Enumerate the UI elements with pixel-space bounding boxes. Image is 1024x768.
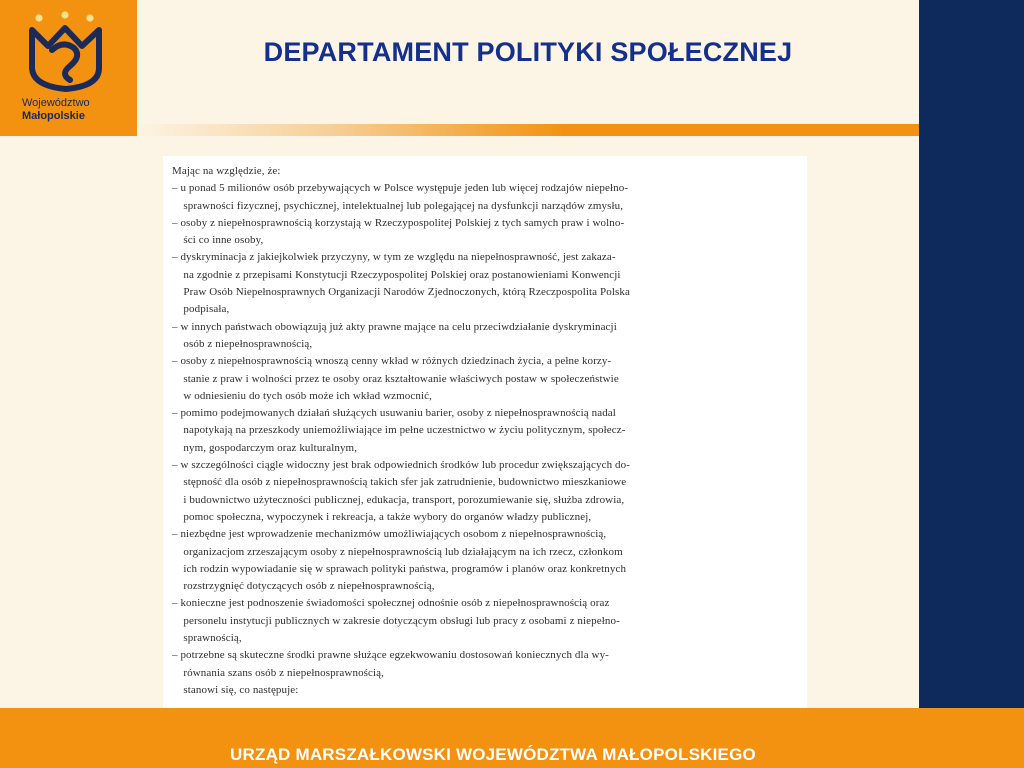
document-line: równania szans osób z niepełnosprawnością, <box>172 666 385 679</box>
footer-bar <box>0 708 1024 768</box>
document-line: personelu instytucji publicznych w zakresie dotyczącym obsługi lub pracy z osobami z niepełno- <box>172 614 620 627</box>
logo-line-1: Województwo <box>22 97 90 109</box>
page-title: DEPARTAMENT POLITYKI SPOŁECZNEJ <box>263 37 793 67</box>
document-line: – u ponad 5 milionów osób przebywających w Polsce występuje jeden lub więcej rodzajów niepełno- <box>172 182 629 195</box>
document-line: sprawnością, <box>172 632 242 645</box>
logo <box>0 0 137 136</box>
document-line: podpisała, <box>172 303 230 316</box>
scanned-document <box>163 156 807 708</box>
document-line: nym, gospodarczym oraz kulturalnym, <box>172 441 358 454</box>
document-line: stępność dla osób z niepełnosprawnością takich sfer jak zatrudnienie, budownictwo mieszkaniowe <box>172 476 627 489</box>
document-line: – w innych państwach obowiązują już akty prawne mające na celu przeciwdziałanie dyskryminacji <box>172 320 617 333</box>
document-line: osób z niepełnosprawnością, <box>172 337 313 350</box>
document-line: na zgodnie z przepisami Konstytucji Rzeczypospolitej Polskiej oraz postanowieniami Konwencji <box>172 268 621 281</box>
navy-side-band <box>919 0 1024 708</box>
document-line: i budownictwo użyteczności publicznej, edukacja, transport, porozumiewanie się, służba zdrowia, <box>172 493 625 506</box>
document-line: Praw Osób Niepełnosprawnych Organizacji Narodów Zjednoczonych, którą Rzeczpospolita Polska <box>172 286 630 299</box>
document-line: w odniesieniu do tych osób może ich wkład wzmocnić, <box>172 389 432 402</box>
document-line: stanowi się, co następuje: <box>172 683 299 696</box>
document-line: – osoby z niepełnosprawnością wnoszą cenny wkład w różnych dziedzinach życia, a pełne korzy- <box>172 355 612 368</box>
document-line: – konieczne jest podnoszenie świadomości społecznej odnośnie osób z niepełnosprawnością oraz <box>172 597 610 610</box>
document-line: – osoby z niepełnosprawnością korzystają w Rzeczypospolitej Polskiej z tych samych praw i wolno- <box>172 216 625 229</box>
document-line: ich rodzin wypowiadanie się w sprawach polityki państwa, programów i planów oraz konkretnych <box>172 562 627 575</box>
document-line: ści co inne osoby, <box>172 234 264 247</box>
document-line: – dyskryminacja z jakiejkolwiek przyczyny, w tym ze względu na niepełnosprawność, jest zakaza- <box>172 251 616 264</box>
document-line: – w szczególności ciągle widoczny jest brak odpowiednich środków lub procedur zwiększających do- <box>172 459 631 472</box>
document-text <box>163 156 807 699</box>
footer-text: URZĄD MARSZAŁKOWSKI WOJEWÓDZTWA MAŁOPOLSKIEGO <box>230 745 756 764</box>
document-line: rozstrzygnięć dotyczących osób z niepełnosprawnością, <box>172 580 435 593</box>
document-line: stanie z praw i wolności przez te osoby oraz kształtowanie właściwych postaw w społeczeństwie <box>172 372 619 385</box>
header-gradient-rule <box>137 124 919 136</box>
document-line: organizacjom zrzeszającym osoby z niepełnosprawnością lub działającym na ich rzecz, członkom <box>172 545 623 558</box>
malopolska-emblem-icon <box>26 6 106 92</box>
document-line: – pomimo podejmowanych działań służących usuwaniu barier, osoby z niepełnosprawnością nadal <box>172 407 616 420</box>
document-line: sprawności fizycznej, psychicznej, intelektualnej lub polegającej na dysfunkcji narządów zmysłu, <box>172 199 624 212</box>
document-line: napotykają na przeszkody uniemożliwiające im pełne uczestnictwo w życiu politycznym, społecz- <box>172 424 626 437</box>
document-line: – potrzebne są skuteczne środki prawne służące egzekwowaniu dostosowań koniecznych dla wy- <box>172 649 609 662</box>
logo-line-2: Małopolskie <box>22 110 85 122</box>
document-line: pomoc społeczna, wypoczynek i rekreacja, a także wybory do organów władzy publicznej, <box>172 510 592 523</box>
logo-text <box>22 97 134 123</box>
document-line: Mając na względzie, że: <box>172 165 281 177</box>
document-line: – niezbędne jest wprowadzenie mechanizmów umożliwiających osobom z niepełnosprawnością, <box>172 528 607 541</box>
